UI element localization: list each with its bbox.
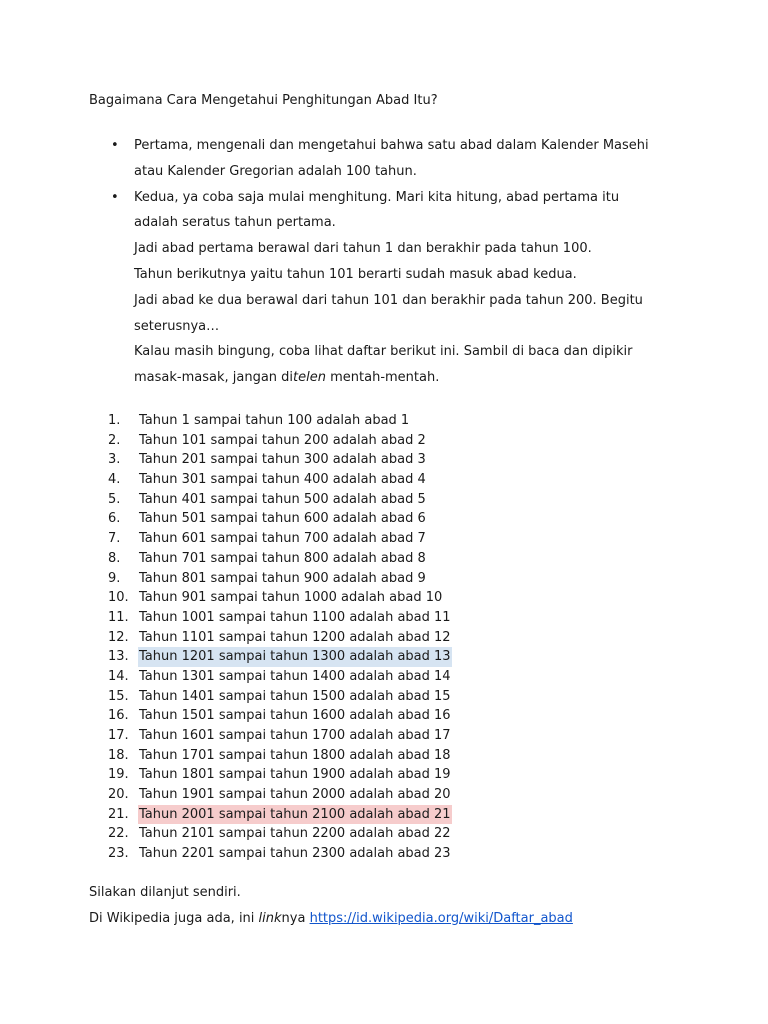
list-text: Tahun 1 sampai tahun 100 adalah abad 1: [139, 413, 410, 428]
list-number: 22.: [108, 826, 129, 842]
text-span: mentah-mentah.: [325, 370, 440, 386]
list-text: Tahun 1101 sampai tahun 1200 adalah abad 12: [139, 629, 451, 645]
list-number: 20.: [108, 787, 129, 803]
list-item: [108, 569, 452, 589]
list-item: [108, 687, 452, 707]
list-number: 2.: [108, 432, 121, 448]
text-span: nya: [281, 910, 310, 926]
list-text: Tahun 2101 sampai tahun 2200 adalah abad 22: [139, 826, 451, 842]
list-item: [108, 726, 452, 746]
list-item: [108, 667, 452, 687]
list-text: Tahun 401 sampai tahun 500 adalah abad 5: [139, 491, 426, 507]
list-number: 16.: [108, 708, 129, 724]
bullet-text-last: [134, 339, 664, 391]
bullet-item-first: [89, 133, 664, 185]
list-text: Tahun 2201 sampai tahun 2300 adalah abad 23: [139, 846, 451, 862]
document-heading: Bagaimana Cara Mengetahui Penghitungan Abad Itu?: [89, 93, 438, 108]
list-text: Tahun 901 sampai tahun 1000 adalah abad 10: [139, 590, 443, 606]
list-number: 10.: [108, 590, 129, 606]
italic-word: telen: [293, 370, 326, 386]
list-number: 15.: [108, 688, 129, 704]
bullet-list: [89, 133, 689, 391]
list-text: Tahun 101 sampai tahun 200 adalah abad 2: [139, 432, 426, 448]
list-item: [108, 509, 452, 529]
list-item: [108, 628, 452, 648]
bullet-text: Jadi abad ke dua berawal dari tahun 101 dan berakhir pada tahun 200. Begitu seterusnya…: [134, 292, 643, 334]
bullet-dot-icon: •: [111, 138, 119, 153]
list-number: 18.: [108, 747, 129, 763]
list-text: Tahun 1701 sampai tahun 1800 adalah abad 18: [139, 747, 451, 763]
list-item: [108, 746, 452, 766]
closing-section: [89, 880, 573, 932]
list-text: Tahun 1901 sampai tahun 2000 adalah abad 20: [139, 787, 451, 803]
text-span: Di Wikipedia juga ada, ini: [89, 910, 259, 926]
list-item: [108, 450, 452, 470]
list-number: 14.: [108, 668, 129, 684]
list-item: [108, 785, 452, 805]
list-number: 5.: [108, 491, 121, 507]
list-item: [108, 706, 452, 726]
list-text: Tahun 301 sampai tahun 400 adalah abad 4: [139, 472, 426, 488]
list-number: 4.: [108, 472, 121, 488]
text-span: Kalau masih bingung, coba lihat daftar berikut ini. Sambil di baca dan dipikir masak-masak, jangan di: [134, 344, 633, 386]
list-item: [108, 824, 452, 844]
list-text: Tahun 2001 sampai tahun 2100 adalah abad 21: [138, 805, 452, 825]
list-number: 21.: [108, 806, 129, 822]
bullet-text: Kedua, ya coba saja mulai menghitung. Mari kita hitung, abad pertama itu adalah seratus tahun pertama.: [134, 189, 620, 231]
list-item: [108, 608, 452, 628]
list-number: 3.: [108, 452, 121, 468]
bullet-item-second: [89, 185, 664, 391]
list-text: Tahun 1501 sampai tahun 1600 adalah abad 16: [139, 708, 451, 724]
list-text: Tahun 1801 sampai tahun 1900 adalah abad 19: [139, 767, 451, 783]
list-item: [108, 844, 452, 864]
bullet-dot-icon: •: [111, 189, 119, 205]
list-item: [108, 490, 452, 510]
list-number: 9.: [108, 570, 121, 586]
list-item: [108, 549, 452, 569]
list-item: [108, 470, 452, 490]
list-text: Tahun 501 sampai tahun 600 adalah abad 6: [139, 511, 426, 527]
list-item: [108, 647, 452, 667]
closing-link-line: [89, 906, 573, 932]
list-text: Tahun 601 sampai tahun 700 adalah abad 7: [139, 531, 426, 547]
list-item: [108, 529, 452, 549]
list-number: 11.: [108, 609, 129, 625]
list-text: Tahun 801 sampai tahun 900 adalah abad 9: [139, 570, 426, 586]
list-number: 23.: [108, 846, 129, 862]
century-list: [108, 411, 452, 864]
list-number: 19.: [108, 767, 129, 783]
wikipedia-link[interactable]: https://id.wikipedia.org/wiki/Daftar_abad: [309, 910, 573, 926]
list-text: Tahun 1201 sampai tahun 1300 adalah abad 13: [138, 647, 452, 667]
list-number: 17.: [108, 728, 129, 743]
list-text: Tahun 701 sampai tahun 800 adalah abad 8: [139, 550, 426, 566]
list-number: 13.: [108, 649, 129, 665]
list-number: 1.: [108, 413, 121, 428]
list-text: Tahun 201 sampai tahun 300 adalah abad 3: [139, 452, 426, 468]
bullet-text: Tahun berikutnya yaitu tahun 101 berarti sudah masuk abad kedua.: [134, 266, 577, 282]
list-item: [108, 805, 452, 825]
list-item: [108, 431, 452, 451]
list-text: Tahun 1601 sampai tahun 1700 adalah abad 17: [139, 728, 451, 743]
list-number: 8.: [108, 550, 121, 566]
list-text: Tahun 1401 sampai tahun 1500 adalah abad 15: [139, 688, 451, 704]
list-text: Tahun 1001 sampai tahun 1100 adalah abad 11: [139, 609, 451, 625]
list-item: [108, 588, 452, 608]
closing-line: Silakan dilanjut sendiri.: [89, 885, 241, 900]
bullet-text: Jadi abad pertama berawal dari tahun 1 dan berakhir pada tahun 100.: [134, 241, 592, 257]
list-number: 12.: [108, 629, 129, 645]
list-text: Tahun 1301 sampai tahun 1400 adalah abad 14: [139, 668, 451, 684]
italic-word: link: [258, 910, 282, 926]
bullet-text: Pertama, mengenali dan mengetahui bahwa satu abad dalam Kalender Masehi atau Kalender Gregorian adalah 100 tahun.: [134, 138, 649, 179]
list-number: 6.: [108, 511, 121, 527]
list-number: 7.: [108, 531, 121, 547]
list-item: [108, 411, 452, 431]
list-item: [108, 765, 452, 785]
